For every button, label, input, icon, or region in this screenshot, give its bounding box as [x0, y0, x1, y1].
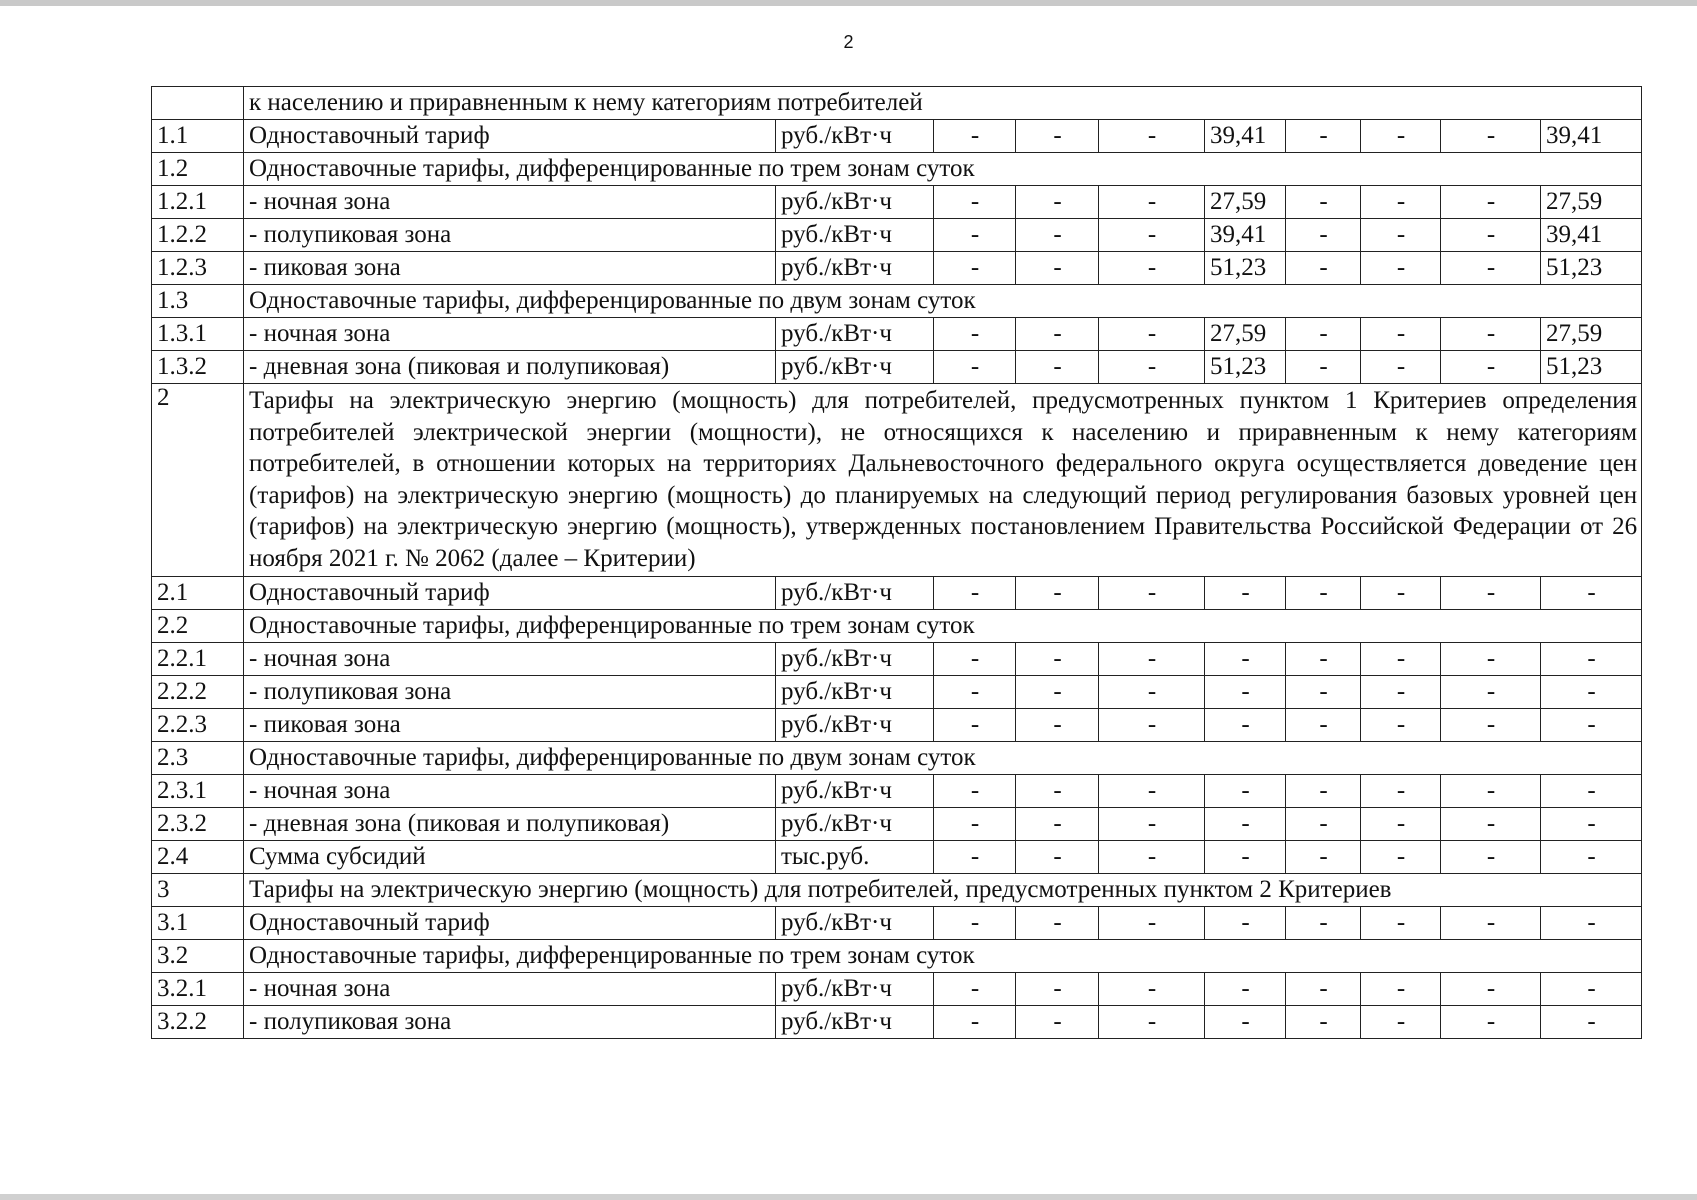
row-number: 2.2.2: [152, 676, 244, 709]
value-cell: -: [1016, 643, 1099, 676]
value-cell: -: [1361, 252, 1441, 285]
row-label: - пиковая зона: [244, 709, 776, 742]
row-number: 1.2: [152, 153, 244, 186]
row-label: - ночная зона: [244, 643, 776, 676]
table-row: [152, 676, 1642, 709]
value-cell: -: [934, 252, 1016, 285]
section-heading: Одноставочные тарифы, дифференцированные по двум зонам суток: [244, 742, 1642, 775]
row-label: - ночная зона: [244, 186, 776, 219]
value-cell: -: [934, 219, 1016, 252]
value-cell: -: [1286, 841, 1361, 874]
value-cell: -: [1099, 577, 1205, 610]
value-cell: -: [1361, 973, 1441, 1006]
scan-bottom-edge: [0, 1194, 1697, 1200]
row-label: - ночная зона: [244, 973, 776, 1006]
value-cell: 51,23: [1205, 252, 1286, 285]
row-number: 1.3.1: [152, 318, 244, 351]
value-cell: -: [1541, 676, 1642, 709]
table-row: [152, 252, 1642, 285]
value-cell: -: [1286, 252, 1361, 285]
value-cell: -: [1541, 643, 1642, 676]
row-label: - дневная зона (пиковая и полупиковая): [244, 351, 776, 384]
value-cell: 27,59: [1205, 186, 1286, 219]
value-cell: -: [1016, 318, 1099, 351]
value-cell: -: [934, 318, 1016, 351]
value-cell: -: [934, 676, 1016, 709]
value-cell: -: [1099, 252, 1205, 285]
row-unit: руб./кВт·ч: [776, 186, 934, 219]
value-cell: -: [1541, 907, 1642, 940]
value-cell: -: [1441, 351, 1541, 384]
row-number: 3.1: [152, 907, 244, 940]
row-number: 2.3.1: [152, 775, 244, 808]
table-row: [152, 973, 1642, 1006]
value-cell: -: [1205, 907, 1286, 940]
value-cell: -: [1016, 709, 1099, 742]
row-unit: тыс.руб.: [776, 841, 934, 874]
value-cell: -: [1361, 1006, 1441, 1039]
value-cell: -: [1286, 709, 1361, 742]
value-cell: 39,41: [1205, 219, 1286, 252]
value-cell: -: [1541, 709, 1642, 742]
value-cell: -: [1286, 120, 1361, 153]
value-cell: 51,23: [1205, 351, 1286, 384]
value-cell: -: [1016, 186, 1099, 219]
table-row: [152, 775, 1642, 808]
table-row: [152, 120, 1642, 153]
value-cell: -: [1541, 775, 1642, 808]
value-cell: -: [1099, 973, 1205, 1006]
value-cell: -: [1361, 709, 1441, 742]
value-cell: -: [1361, 841, 1441, 874]
value-cell: -: [1441, 775, 1541, 808]
value-cell: -: [1441, 643, 1541, 676]
value-cell: -: [1361, 318, 1441, 351]
row-number: 2.3.2: [152, 808, 244, 841]
value-cell: -: [1541, 973, 1642, 1006]
value-cell: -: [1441, 709, 1541, 742]
value-cell: -: [1205, 709, 1286, 742]
row-label: Одноставочный тариф: [244, 577, 776, 610]
value-cell: 27,59: [1541, 318, 1642, 351]
table-row: [152, 153, 1642, 186]
row-unit: руб./кВт·ч: [776, 775, 934, 808]
value-cell: -: [1205, 973, 1286, 1006]
value-cell: 27,59: [1541, 186, 1642, 219]
value-cell: -: [934, 808, 1016, 841]
value-cell: -: [1016, 841, 1099, 874]
section-heading: Одноставочные тарифы, дифференцированные по трем зонам суток: [244, 610, 1642, 643]
value-cell: -: [1286, 577, 1361, 610]
row-unit: руб./кВт·ч: [776, 808, 934, 841]
value-cell: -: [1205, 676, 1286, 709]
value-cell: -: [1286, 1006, 1361, 1039]
section-description: Тарифы на электрическую энергию (мощность) для потребителей, предусмотренных пунктом 1 Критериев определения потребителей электрической энергии (мощности), не относящихся к населению и приравненным к нему категориям потребителей, в отношении которых на территориях Дальневосточного федерального округа осуществляется доведение цен (тарифов) на электрическую энергию (мощность) до планируемых на следующий период регулирования базовых уровней цен (тарифов) на электрическую энергию (мощность), утвержденных постановлением Правительства Российской Федерации от 26 ноября 2021 г. № 2062 (далее – Критерии): [244, 384, 1642, 577]
table-row: [152, 351, 1642, 384]
table-row: [152, 1006, 1642, 1039]
row-unit: руб./кВт·ч: [776, 120, 934, 153]
value-cell: -: [934, 643, 1016, 676]
row-label: Одноставочный тариф: [244, 120, 776, 153]
row-number: 2.2: [152, 610, 244, 643]
row-unit: руб./кВт·ч: [776, 907, 934, 940]
value-cell: -: [1441, 1006, 1541, 1039]
value-cell: -: [1099, 907, 1205, 940]
row-number: 1.1: [152, 120, 244, 153]
value-cell: -: [1016, 775, 1099, 808]
row-number: 1.2.2: [152, 219, 244, 252]
value-cell: -: [934, 186, 1016, 219]
table-row: [152, 87, 1642, 120]
value-cell: -: [1099, 318, 1205, 351]
value-cell: -: [1099, 1006, 1205, 1039]
value-cell: -: [1016, 577, 1099, 610]
table-row: [152, 285, 1642, 318]
value-cell: 51,23: [1541, 351, 1642, 384]
value-cell: -: [1205, 808, 1286, 841]
row-unit: руб./кВт·ч: [776, 219, 934, 252]
value-cell: -: [1099, 841, 1205, 874]
value-cell: -: [1361, 775, 1441, 808]
row-unit: руб./кВт·ч: [776, 351, 934, 384]
value-cell: -: [1361, 186, 1441, 219]
value-cell: -: [1441, 186, 1541, 219]
value-cell: -: [1361, 120, 1441, 153]
row-number: 2: [152, 384, 244, 577]
value-cell: -: [1205, 643, 1286, 676]
value-cell: -: [934, 775, 1016, 808]
value-cell: -: [1099, 709, 1205, 742]
row-unit: руб./кВт·ч: [776, 973, 934, 1006]
value-cell: -: [1099, 120, 1205, 153]
row-number: 2.2.3: [152, 709, 244, 742]
value-cell: 39,41: [1205, 120, 1286, 153]
value-cell: -: [1205, 577, 1286, 610]
row-number: 1.3.2: [152, 351, 244, 384]
row-number: 3.2: [152, 940, 244, 973]
value-cell: -: [1441, 841, 1541, 874]
tariff-table-body: [152, 87, 1642, 1039]
row-unit: руб./кВт·ч: [776, 676, 934, 709]
value-cell: -: [1286, 808, 1361, 841]
table-row: [152, 318, 1642, 351]
value-cell: -: [1016, 907, 1099, 940]
value-cell: -: [1099, 808, 1205, 841]
row-label: - полупиковая зона: [244, 676, 776, 709]
row-number: [152, 87, 244, 120]
value-cell: -: [934, 120, 1016, 153]
value-cell: -: [1286, 676, 1361, 709]
value-cell: -: [1205, 841, 1286, 874]
row-number: 3: [152, 874, 244, 907]
value-cell: -: [1361, 907, 1441, 940]
row-number: 3.2.1: [152, 973, 244, 1006]
value-cell: -: [934, 841, 1016, 874]
value-cell: -: [934, 709, 1016, 742]
table-row: [152, 907, 1642, 940]
value-cell: -: [1016, 351, 1099, 384]
row-label: - полупиковая зона: [244, 1006, 776, 1039]
value-cell: -: [1016, 973, 1099, 1006]
value-cell: -: [1099, 186, 1205, 219]
value-cell: -: [934, 907, 1016, 940]
value-cell: -: [1016, 252, 1099, 285]
section-heading: Тарифы на электрическую энергию (мощность) для потребителей, предусмотренных пунктом 2 Критериев: [244, 874, 1642, 907]
table-row: [152, 742, 1642, 775]
row-number: 2.2.1: [152, 643, 244, 676]
row-unit: руб./кВт·ч: [776, 252, 934, 285]
section-heading: Одноставочные тарифы, дифференцированные по трем зонам суток: [244, 153, 1642, 186]
value-cell: -: [1441, 973, 1541, 1006]
row-label: - дневная зона (пиковая и полупиковая): [244, 808, 776, 841]
value-cell: -: [1286, 219, 1361, 252]
value-cell: -: [1016, 120, 1099, 153]
value-cell: -: [1541, 1006, 1642, 1039]
value-cell: -: [1361, 351, 1441, 384]
value-cell: -: [1361, 676, 1441, 709]
value-cell: -: [1541, 577, 1642, 610]
value-cell: -: [1361, 808, 1441, 841]
table-row: [152, 874, 1642, 907]
value-cell: -: [1441, 219, 1541, 252]
row-unit: руб./кВт·ч: [776, 1006, 934, 1039]
row-number: 1.2.1: [152, 186, 244, 219]
row-label: - пиковая зона: [244, 252, 776, 285]
value-cell: -: [1016, 676, 1099, 709]
row-number: 2.3: [152, 742, 244, 775]
table-row: [152, 940, 1642, 973]
value-cell: -: [1286, 973, 1361, 1006]
value-cell: -: [1016, 808, 1099, 841]
value-cell: -: [934, 1006, 1016, 1039]
row-number: 1.3: [152, 285, 244, 318]
value-cell: -: [1441, 318, 1541, 351]
section-heading: Одноставочные тарифы, дифференцированные по трем зонам суток: [244, 940, 1642, 973]
table-row: [152, 709, 1642, 742]
value-cell: 39,41: [1541, 219, 1642, 252]
value-cell: -: [1205, 775, 1286, 808]
row-label: - полупиковая зона: [244, 219, 776, 252]
value-cell: -: [1286, 643, 1361, 676]
value-cell: -: [1286, 907, 1361, 940]
value-cell: -: [1099, 219, 1205, 252]
row-label: Сумма субсидий: [244, 841, 776, 874]
tariff-table: [151, 86, 1642, 1039]
page-number: 2: [843, 32, 854, 52]
value-cell: 39,41: [1541, 120, 1642, 153]
value-cell: -: [1016, 1006, 1099, 1039]
row-label: - ночная зона: [244, 318, 776, 351]
value-cell: -: [1361, 577, 1441, 610]
table-row: [152, 384, 1642, 577]
value-cell: -: [934, 577, 1016, 610]
value-cell: -: [1441, 120, 1541, 153]
table-row: [152, 577, 1642, 610]
value-cell: -: [1361, 643, 1441, 676]
value-cell: 51,23: [1541, 252, 1642, 285]
row-unit: руб./кВт·ч: [776, 577, 934, 610]
table-row: [152, 808, 1642, 841]
scan-top-edge: [0, 0, 1697, 6]
row-label: Одноставочный тариф: [244, 907, 776, 940]
value-cell: -: [1016, 219, 1099, 252]
value-cell: -: [1099, 676, 1205, 709]
value-cell: -: [1541, 808, 1642, 841]
value-cell: -: [1286, 775, 1361, 808]
row-number: 2.4: [152, 841, 244, 874]
value-cell: -: [1205, 1006, 1286, 1039]
table-row: [152, 643, 1642, 676]
table-row: [152, 219, 1642, 252]
row-number: 2.1: [152, 577, 244, 610]
value-cell: -: [1099, 351, 1205, 384]
value-cell: -: [1286, 186, 1361, 219]
section-heading: Одноставочные тарифы, дифференцированные по двум зонам суток: [244, 285, 1642, 318]
section-heading: к населению и приравненным к нему категориям потребителей: [244, 87, 1642, 120]
row-label: - ночная зона: [244, 775, 776, 808]
row-unit: руб./кВт·ч: [776, 643, 934, 676]
row-unit: руб./кВт·ч: [776, 709, 934, 742]
value-cell: -: [1441, 577, 1541, 610]
value-cell: -: [934, 973, 1016, 1006]
value-cell: -: [1099, 643, 1205, 676]
value-cell: -: [1441, 907, 1541, 940]
value-cell: -: [1361, 219, 1441, 252]
table-row: [152, 841, 1642, 874]
value-cell: -: [1441, 676, 1541, 709]
value-cell: -: [1286, 351, 1361, 384]
value-cell: -: [1286, 318, 1361, 351]
row-number: 1.2.3: [152, 252, 244, 285]
table-row: [152, 186, 1642, 219]
row-unit: руб./кВт·ч: [776, 318, 934, 351]
value-cell: -: [1099, 775, 1205, 808]
value-cell: -: [1441, 808, 1541, 841]
value-cell: -: [1541, 841, 1642, 874]
value-cell: 27,59: [1205, 318, 1286, 351]
row-number: 3.2.2: [152, 1006, 244, 1039]
value-cell: -: [934, 351, 1016, 384]
value-cell: -: [1441, 252, 1541, 285]
table-row: [152, 610, 1642, 643]
